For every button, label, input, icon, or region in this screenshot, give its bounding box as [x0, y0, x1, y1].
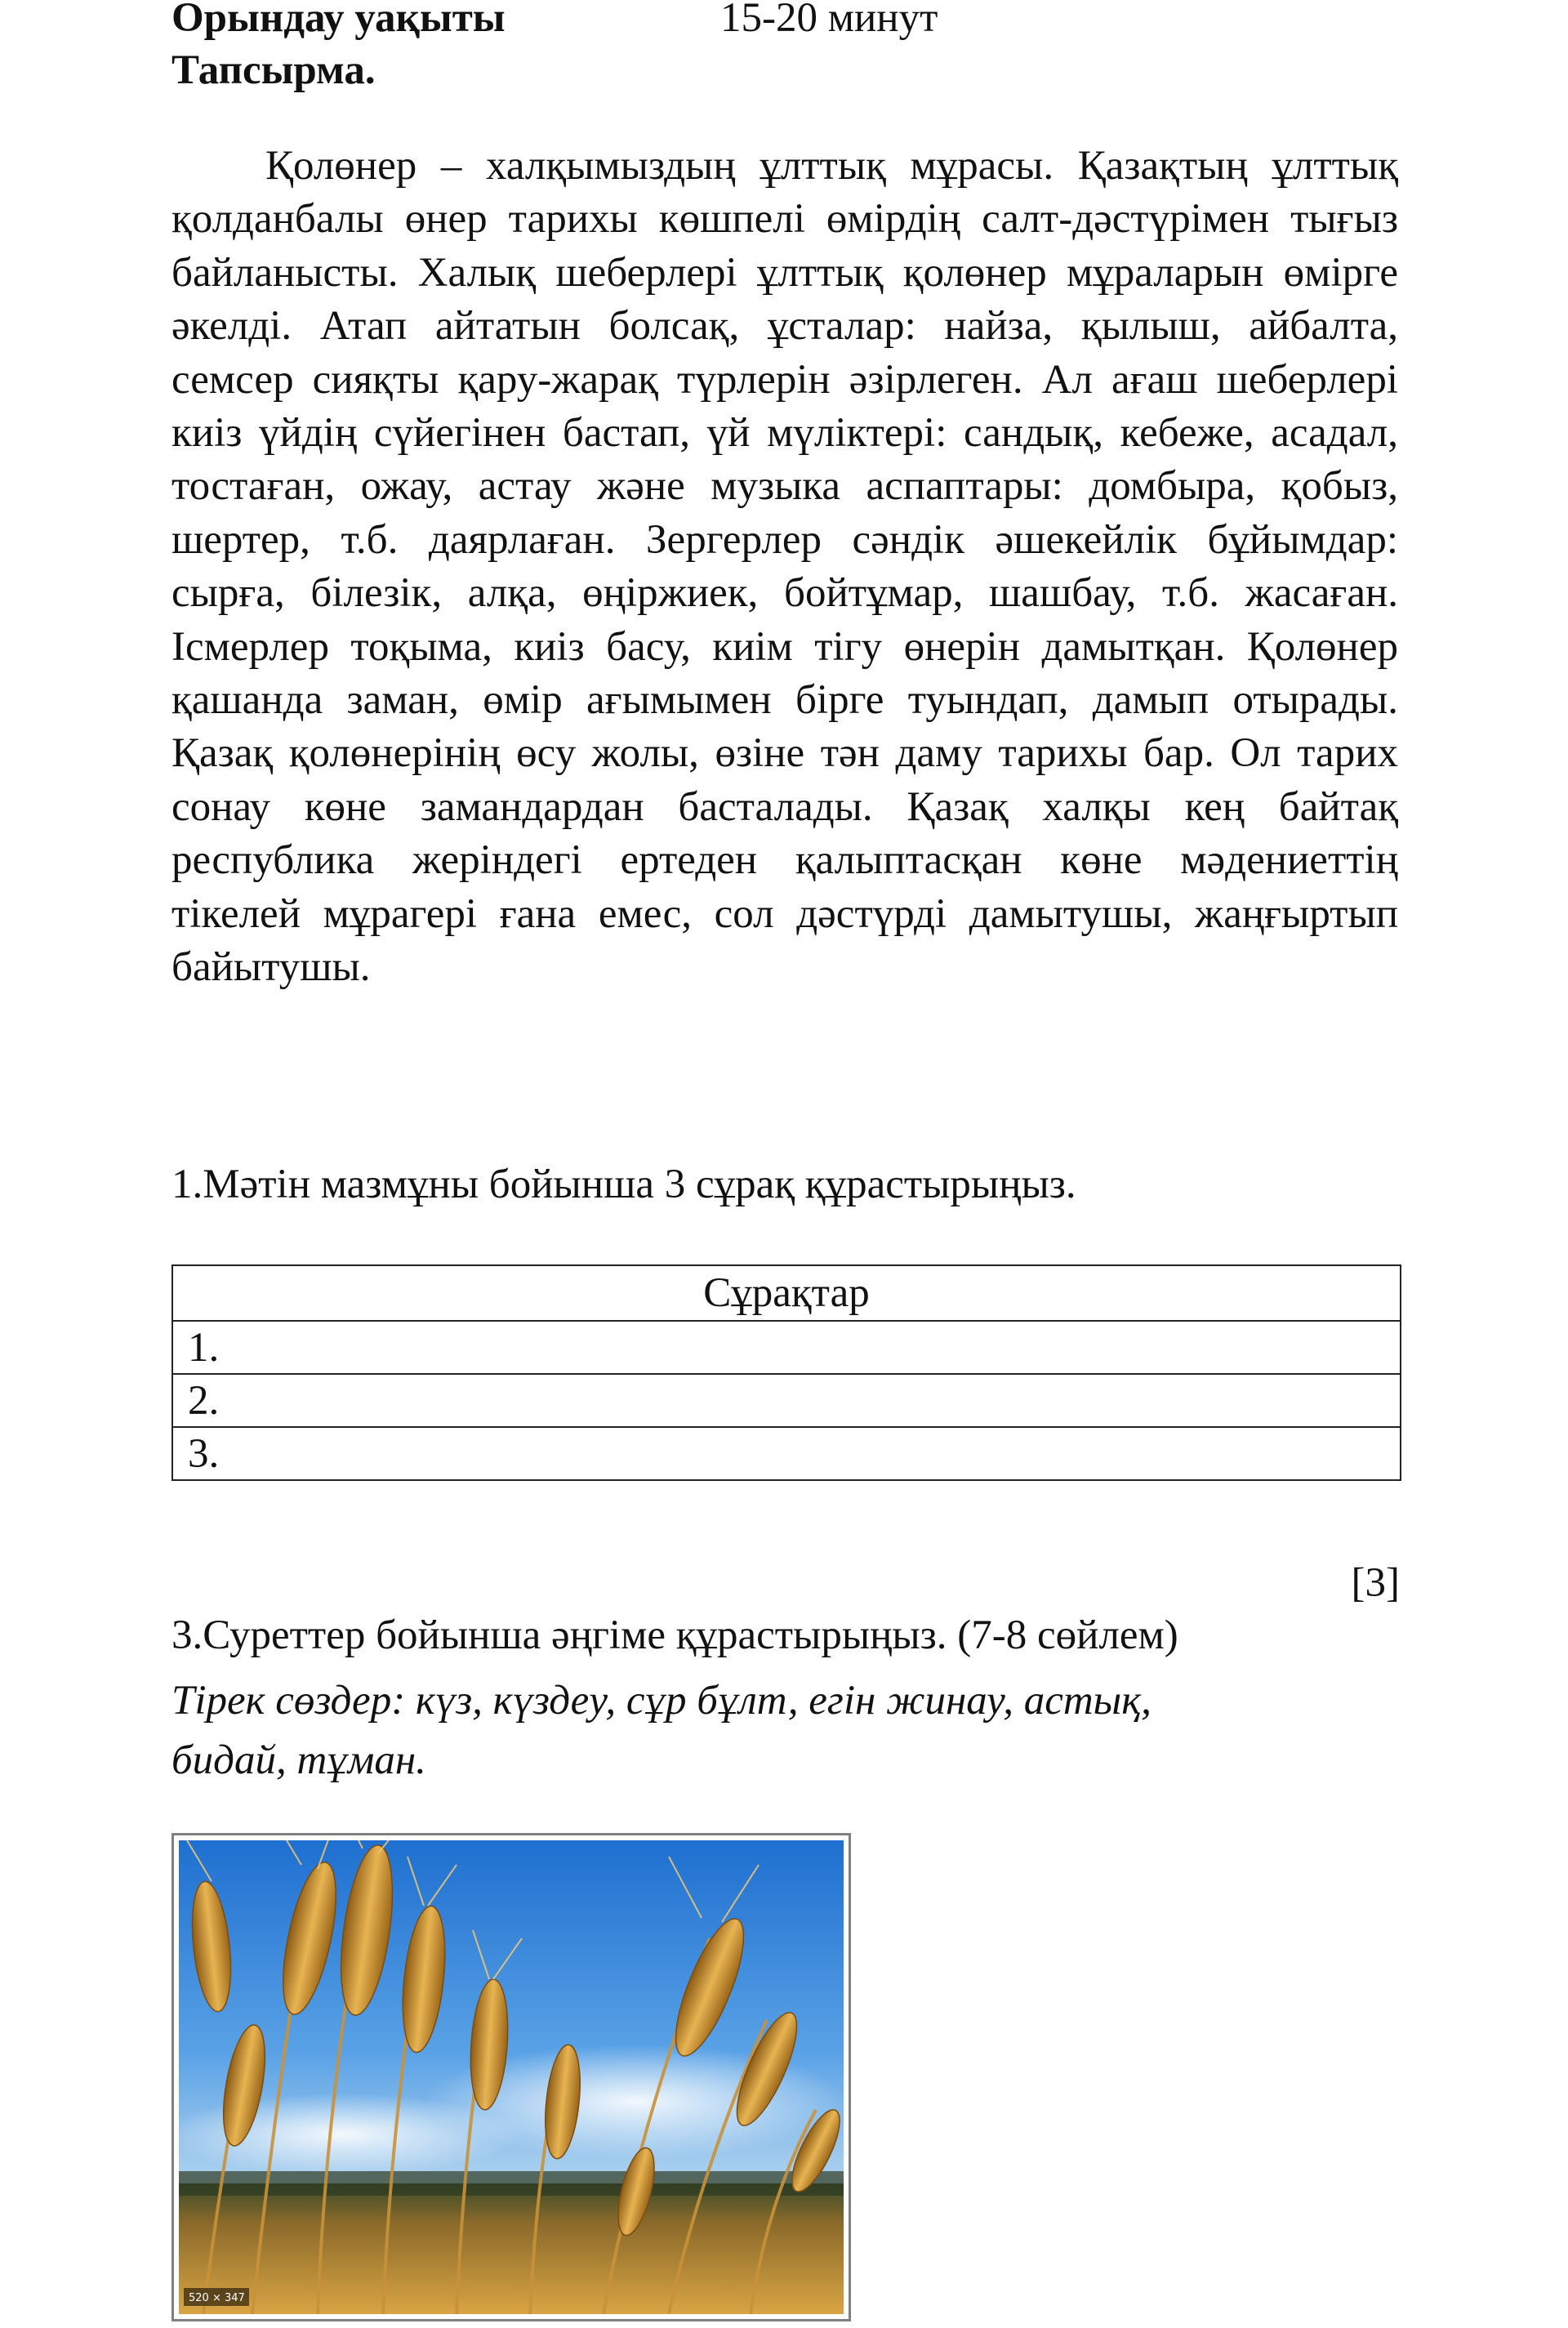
answer-cell-2[interactable]: 2.: [172, 1374, 1401, 1427]
table-row: [172, 1321, 1401, 1374]
duration-value: 15-20 минут: [720, 0, 938, 41]
answer-cell-3[interactable]: 3.: [172, 1427, 1401, 1480]
questions-table: [172, 1264, 1401, 1481]
table-row: [172, 1374, 1401, 1427]
task-label: Тапсырма.: [172, 47, 376, 93]
keywords-line-1: Тірек сөздер: күз, күздеу, сұр бұлт, егін жинау, астық,: [172, 1678, 1152, 1724]
task1-instruction: 1.Мәтін мазмұны бойынша 3 сұрақ құрастырыңыз.: [172, 1162, 1076, 1207]
table-row: [172, 1427, 1401, 1480]
image-size-caption: 520 × 347: [189, 2292, 245, 2304]
task3-instruction: 3.Суреттер бойынша әңгіме құрастырыңыз. (7-8 сөйлем): [172, 1612, 1178, 1658]
questions-table-header: Сұрақтар: [172, 1265, 1401, 1321]
score-mark: [3]: [1351, 1560, 1400, 1606]
wheat-image: [179, 1840, 844, 2314]
answer-cell-1[interactable]: 1.: [172, 1321, 1401, 1374]
wheat-photo: [172, 1833, 851, 2321]
keywords-line-2: бидай, тұман.: [172, 1737, 426, 1783]
duration-label: Орындау уақыты: [172, 0, 506, 41]
reading-text: Қолөнер – халқымыздың ұлттық мұрасы. Қазақтың ұлттық қолданбалы өнер тарихы көшпелі өмірдің салт-дәстүрімен тығыз байланысты. Халық шеберлері ұлттық қолөнер мұраларын өмірге әкелді. Атап айтатын болсақ, ұсталар: найза, қылыш, айбалта, семсер сияқты қару-жарақ түрлерін әзірлеген. Ал ағаш шеберлері киіз үйдің сүйегінен бастап, үй мүліктері: сандық, кебеже, асадал, тостаған, ожау, астау және музыка аспаптары: домбыра, қобыз, шертер, т.б. даярлаған. Зергерлер сәндік әшекейлік бұйымдар: сырға, білезік, алқа, өңіржиек, бойтұмар, шашбау, т.б. жасаған. Ісмерлер тоқыма, киіз басу, киім тігу өнерін дамытқан. Қолөнер қашанда заман, өмір ағымымен бірге туындап, дамып отырады. Қазақ қолөнерінің өсу жолы, өзіне тән даму тарихы бар. Ол тарих сонау көне замандардан басталады. Қазақ халқы кең байтақ республика жеріндегі ертеден қалыптасқан көне мәдениеттің тікелей мұрагері ғана емес, сол дәстүрді дамытушы, жаңғыртып байытушы.: [172, 143, 1398, 991]
